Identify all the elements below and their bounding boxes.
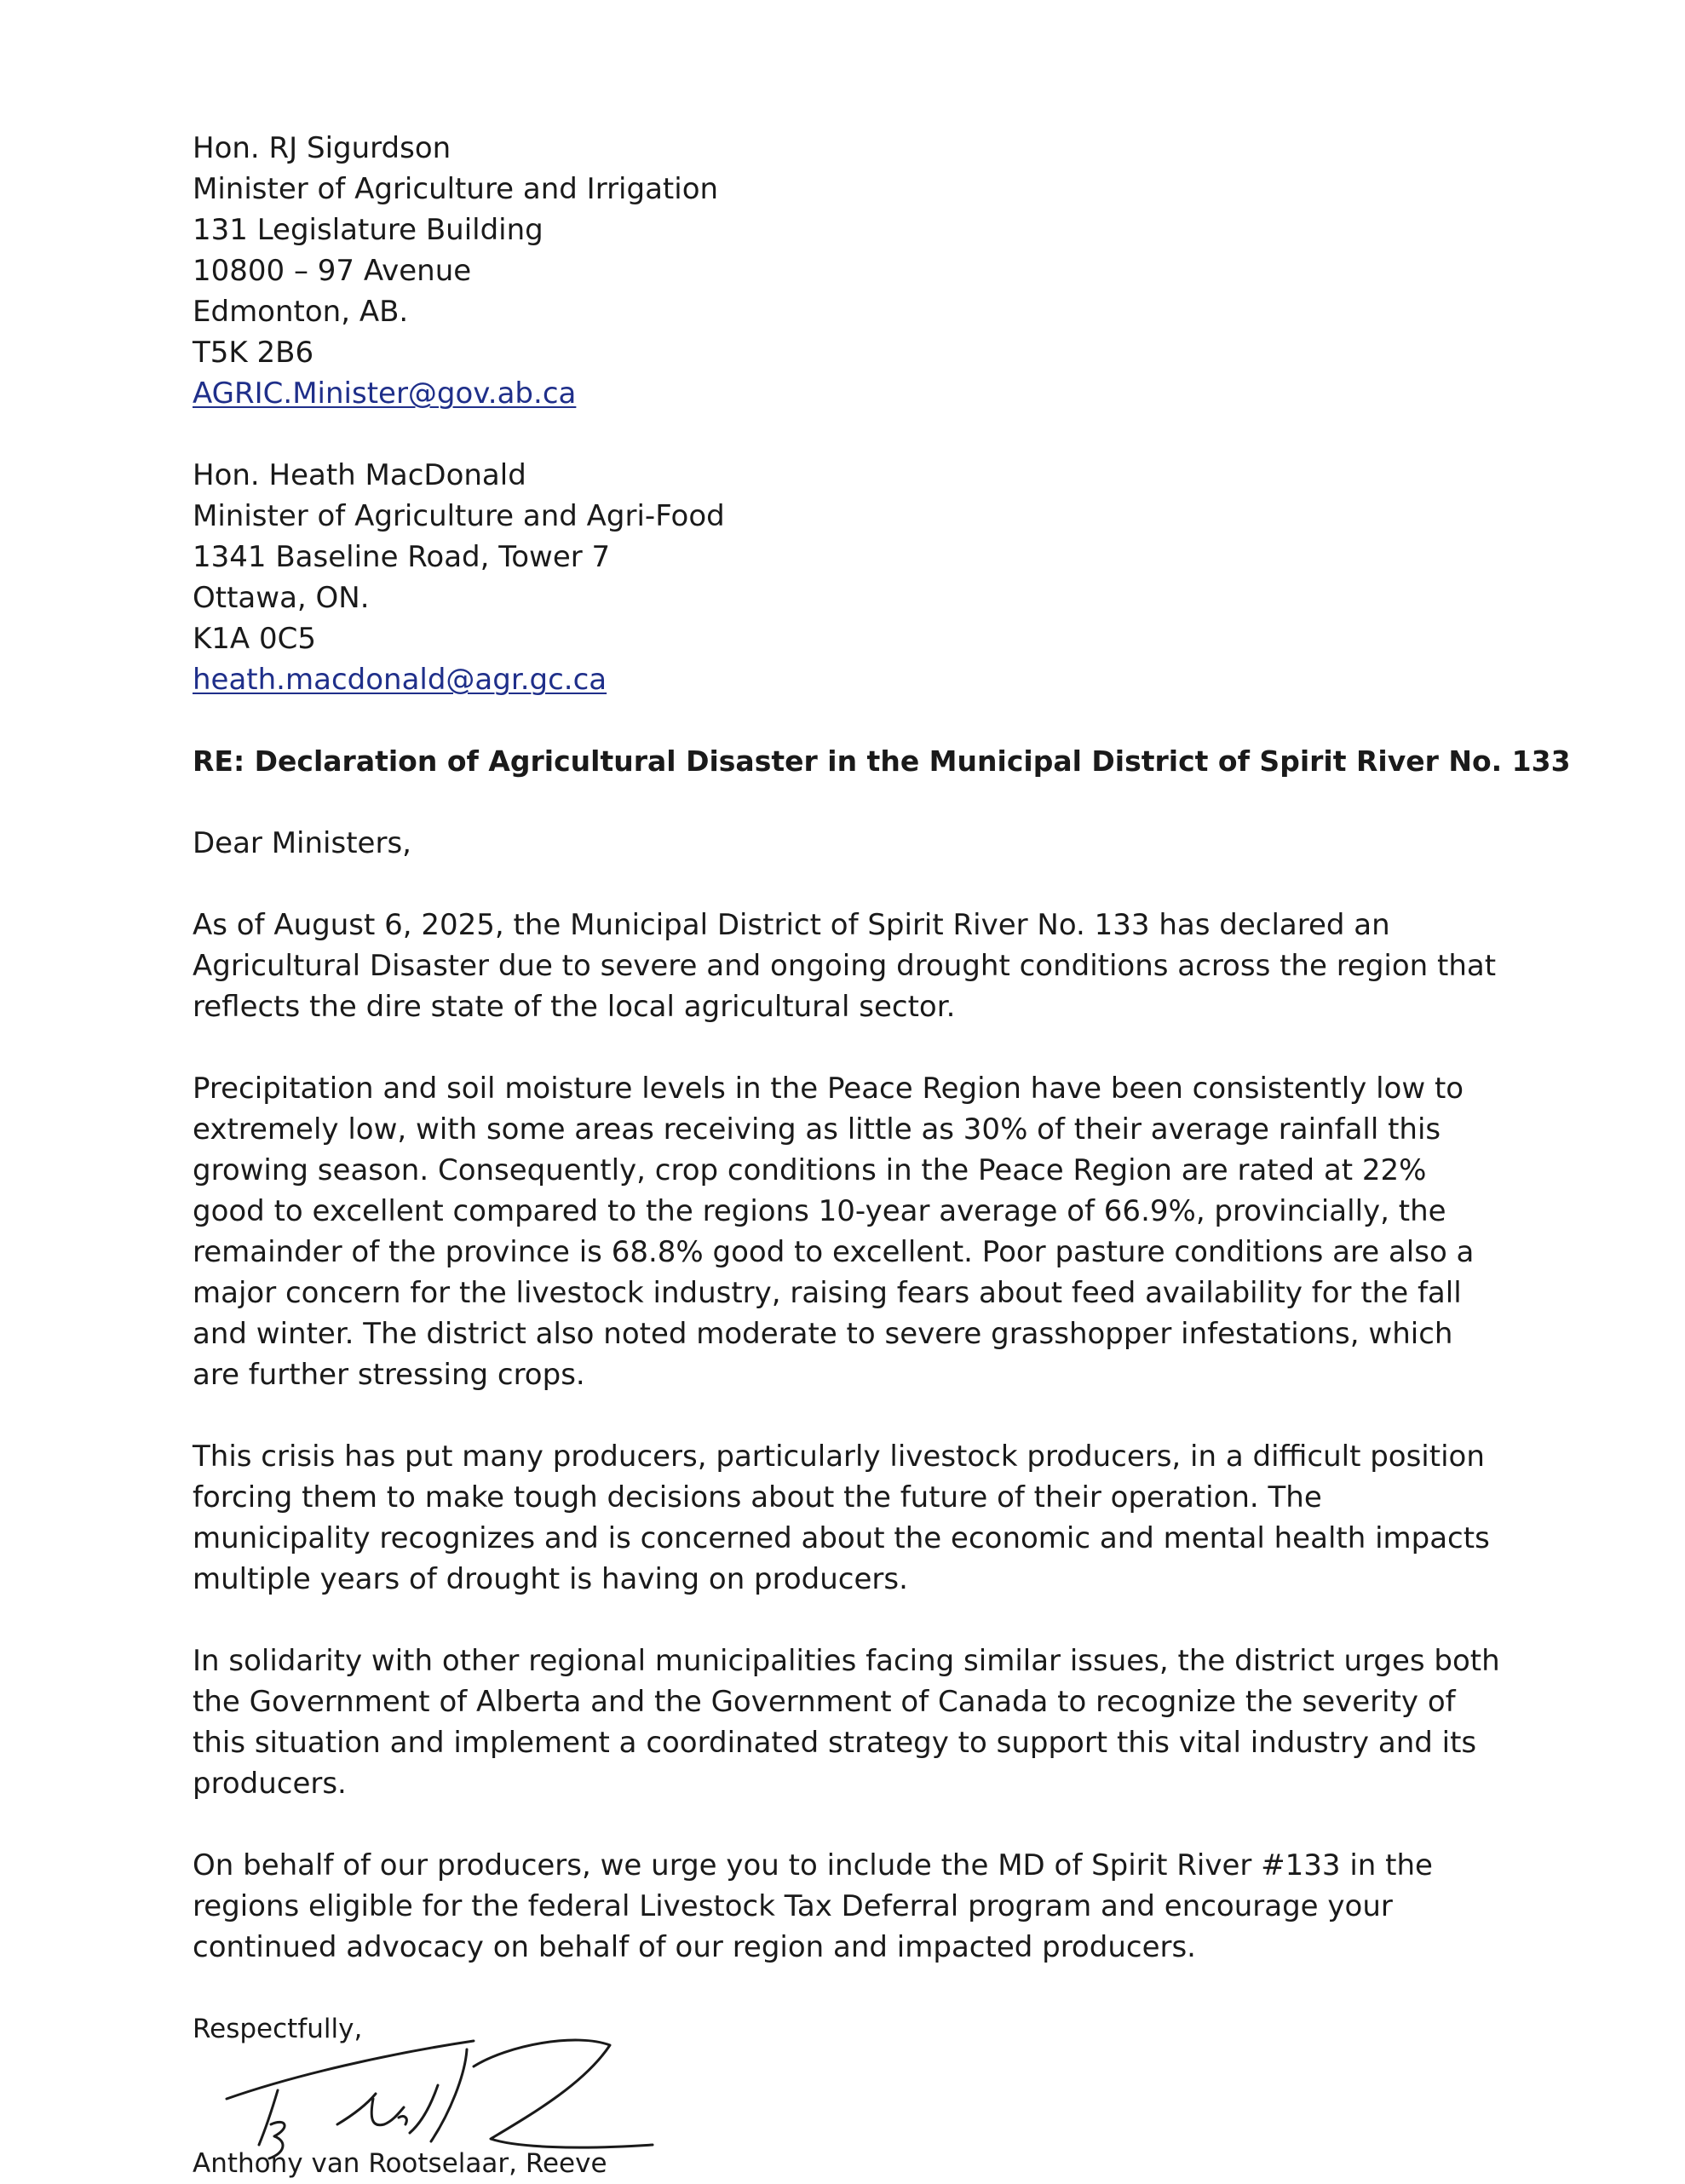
paragraph-crisis: This crisis has put many producers, particularly livestock producers, in a difficult position forcing them to make tough decisions about the future of their operation. The municipality recognizes and is concerned about the economic and mental health impacts multiple years of drought is having on producers. (193, 1440, 1490, 1596)
salutation: Dear Ministers, (193, 826, 411, 860)
paragraph-conditions: Precipitation and soil moisture levels in the Peace Region have been consistently low to extremely low, with some areas receiving as little as 30% of their average rainfall this growing season. Consequently, crop conditions in the Peace Region are rated at 22% good to excellent compared to the regions 10-year average of 66.9%, provincially, the remainder of the province is 68.8% good to excellent. Poor pasture conditions are also a major concern for the livestock industry, raising fears about feed availability for the fall and winter. The district also noted moderate to severe grasshopper infestations, which are further stressing crops. (193, 1072, 1475, 1392)
closing: Respectfully, (193, 2014, 363, 2044)
recipient-address-1 (193, 128, 1504, 414)
recipient-2-postal-code: K1A 0C5 (193, 622, 316, 656)
recipient-2-email-link[interactable]: heath.macdonald@agr.gc.ca (193, 663, 607, 697)
letter-body (193, 128, 1571, 2184)
paragraph-declaration: As of August 6, 2025, the Municipal District of Spirit River No. 133 has declared an Agricultural Disaster due to severe and ongoing drought conditions across the region that reflects the dire state of the local agricultural sector. (193, 908, 1497, 1024)
recipient-2-name: Hon. Heath MacDonald (193, 458, 526, 492)
recipient-1-building: 131 Legislature Building (193, 213, 543, 247)
recipient-address-2 (193, 455, 1504, 700)
recipient-2-city: Ottawa, ON. (193, 581, 370, 615)
paragraph-solidarity: In solidarity with other regional municipalities facing similar issues, the district urges both the Government of Alberta and the Government of Canada to recognize the severity of this situation and implement a coordinated strategy to support this vital industry and its producers. (193, 1644, 1500, 1801)
recipient-1-name: Hon. RJ Sigurdson (193, 131, 451, 165)
recipient-2-title: Minister of Agriculture and Agri-Food (193, 499, 725, 533)
subject-line: RE: Declaration of Agricultural Disaster in the Municipal District of Spirit River No. 133 (193, 744, 1571, 778)
signer-name: Anthony van Rootselaar, Reeve (193, 2148, 607, 2179)
recipient-1-street: 10800 – 97 Avenue (193, 254, 472, 288)
recipient-1-email-link[interactable]: AGRIC.Minister@gov.ab.ca (193, 376, 577, 411)
recipient-2-street: 1341 Baseline Road, Tower 7 (193, 540, 611, 574)
recipient-1-title: Minister of Agriculture and Irrigation (193, 172, 719, 206)
paragraph-request: On behalf of our producers, we urge you to include the MD of Spirit River #133 in the regions eligible for the federal Livestock Tax Deferral program and encourage your continued advocacy on behalf of our region and impacted producers. (193, 1848, 1433, 1964)
recipient-1-postal-code: T5K 2B6 (193, 336, 314, 370)
recipient-1-city: Edmonton, AB. (193, 295, 409, 329)
